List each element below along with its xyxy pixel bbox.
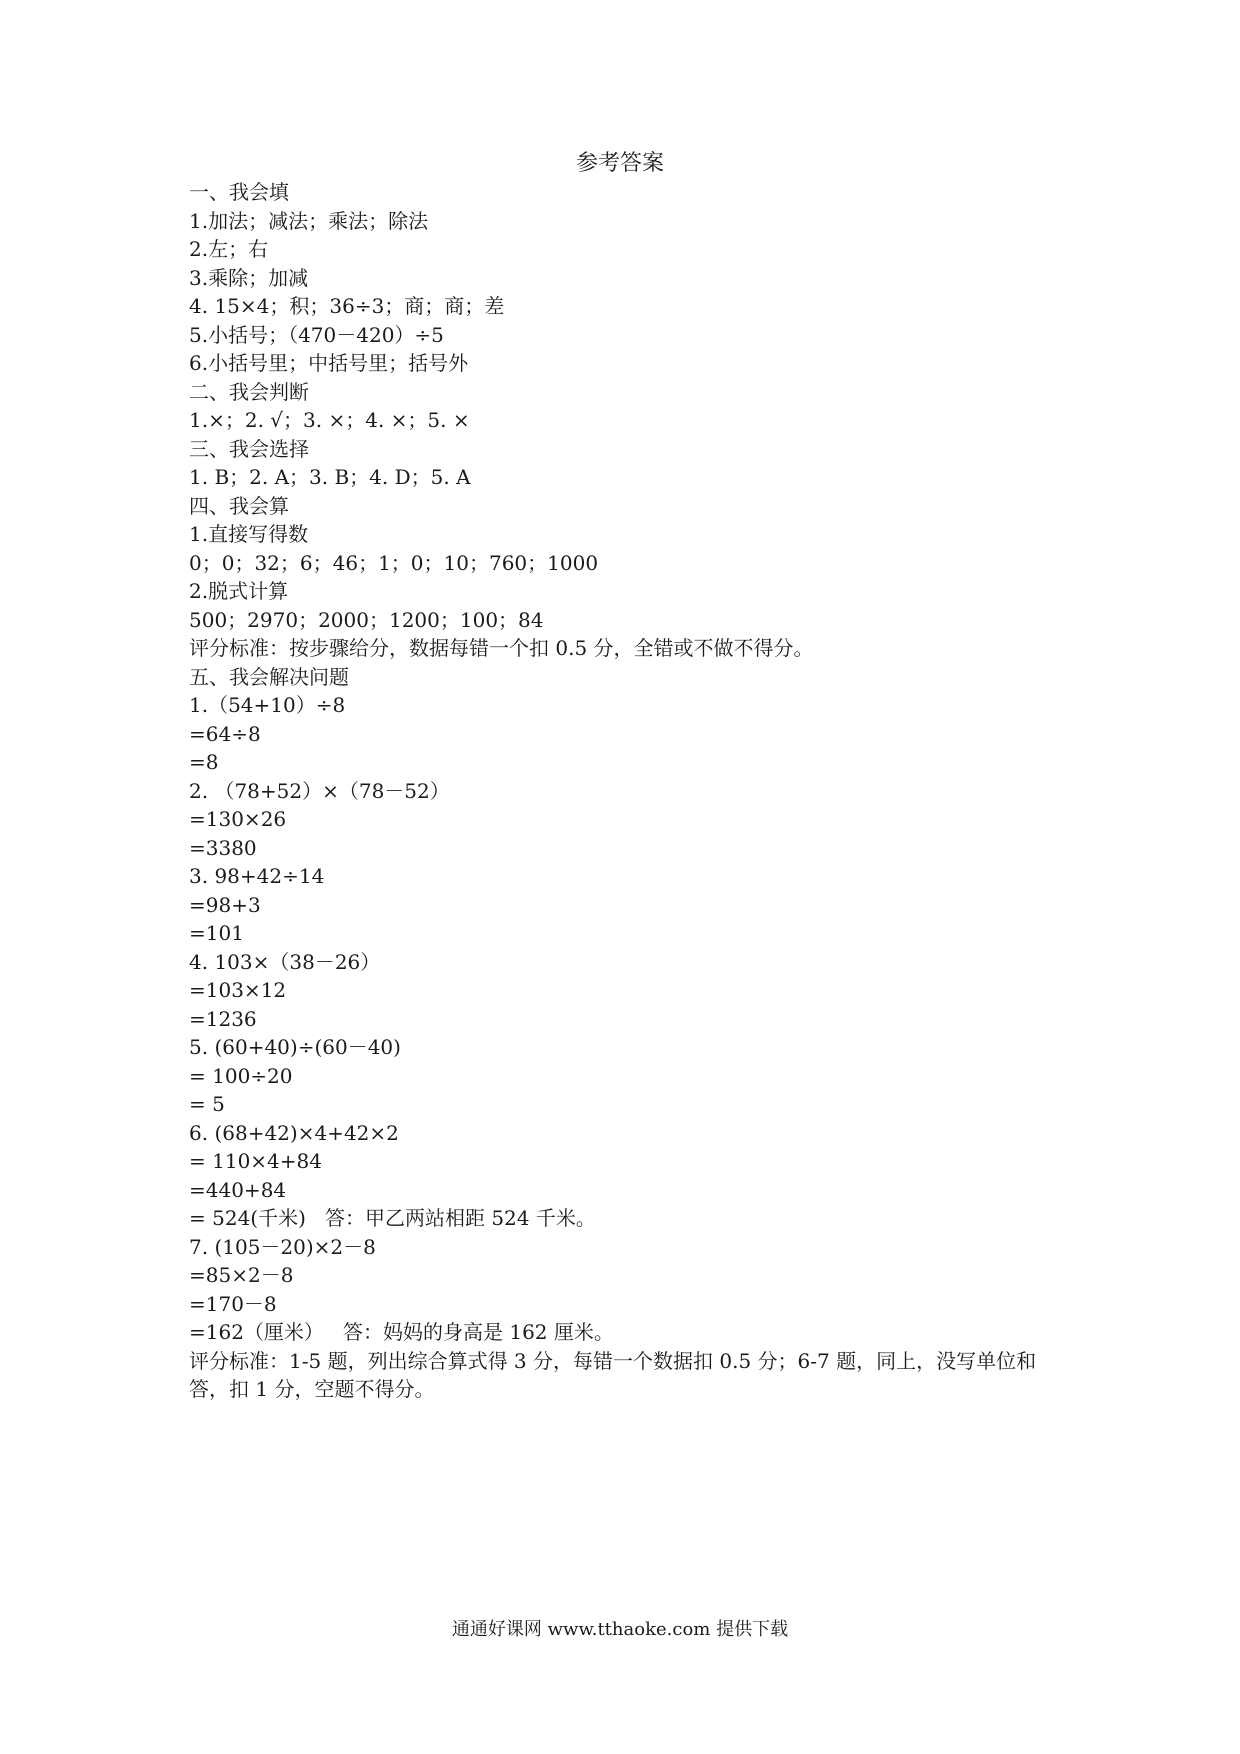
- answer-line: 6. (68+42)×4+42×2: [189, 1120, 399, 1145]
- answer-line: 2.左；右: [189, 237, 269, 261]
- answer-line: 3. 98+42÷14: [189, 864, 325, 888]
- answer-line: 4. 15×4；积；36÷3；商；商；差: [189, 294, 505, 318]
- section-heading-calculate: 四、我会算: [189, 493, 289, 518]
- answer-line: 5.小括号；（470－420）÷5: [189, 322, 444, 347]
- answer-line: = 110×4+84: [189, 1149, 322, 1173]
- answer-line: =8: [189, 750, 219, 774]
- section-heading-choose: 三、我会选择: [189, 436, 309, 461]
- answer-line: =170－8: [189, 1291, 277, 1316]
- answer-line: =1236: [189, 1006, 257, 1031]
- answer-line: 1.×；2. √；3. ×；4. ×；5. ×: [189, 408, 470, 432]
- page-title: 参考答案: [575, 151, 664, 176]
- footer-text: 通通好课网 www.tthaoke.com 提供下载: [451, 1619, 789, 1640]
- answer-line: =440+84: [189, 1177, 287, 1202]
- answer-line: 3.乘除；加减: [189, 265, 309, 290]
- answer-line: 5. (60+40)÷(60－40): [189, 1035, 401, 1059]
- subheading-line: 2.脱式计算: [189, 579, 289, 603]
- answer-line: =85×2－8: [189, 1263, 294, 1287]
- answer-line: =162（厘米） 答：妈妈的身高是 162 厘米。: [189, 1320, 614, 1344]
- answer-line: = 524(千米) 答：甲乙两站相距 524 千米。: [189, 1206, 596, 1230]
- answer-line: =98+3: [189, 892, 261, 917]
- scoring-note: 评分标准：1-5 题，列出综合算式得 3 分，每错一个数据扣 0.5 分；6-7 题，同上，没写单位和答，扣 1 分，空题不得分。: [189, 1348, 1037, 1401]
- answer-content: [189, 178, 1069, 1404]
- answer-line: 1. B；2. A；3. B；4. D；5. A: [189, 465, 471, 489]
- section-heading-fill: 一、我会填: [189, 180, 289, 204]
- answer-line: 1.（54+10）÷8: [189, 693, 346, 717]
- answer-line: = 5: [189, 1092, 225, 1116]
- answer-line: 500；2970；2000；1200；100；84: [189, 607, 544, 632]
- answer-line: 4. 103×（38－26）: [189, 949, 381, 974]
- answer-line: =103×12: [189, 978, 287, 1002]
- answer-line: 7. (105－20)×2－8: [189, 1234, 376, 1259]
- answer-line: = 100÷20: [189, 1063, 293, 1088]
- answer-line: 0；0；32；6；46；1；0；10；760；1000: [189, 550, 599, 575]
- scoring-line: 评分标准：按步骤给分，数据每错一个扣 0.5 分，全错或不做不得分。: [189, 636, 814, 660]
- answer-line: =101: [189, 921, 244, 945]
- answer-line: =130×26: [189, 807, 287, 831]
- subheading-line: 1.直接写得数: [189, 522, 309, 546]
- section-heading-solve: 五、我会解决问题: [189, 664, 349, 689]
- section-heading-judge: 二、我会判断: [189, 379, 309, 404]
- answer-line: 6.小括号里；中括号里；括号外: [189, 351, 469, 375]
- answer-line: =3380: [189, 835, 257, 860]
- answer-line: =64÷8: [189, 721, 261, 746]
- answer-line: 1.加法；减法；乘法；除法: [189, 208, 429, 233]
- answer-line: 2. （78+52）×（78－52）: [189, 778, 450, 803]
